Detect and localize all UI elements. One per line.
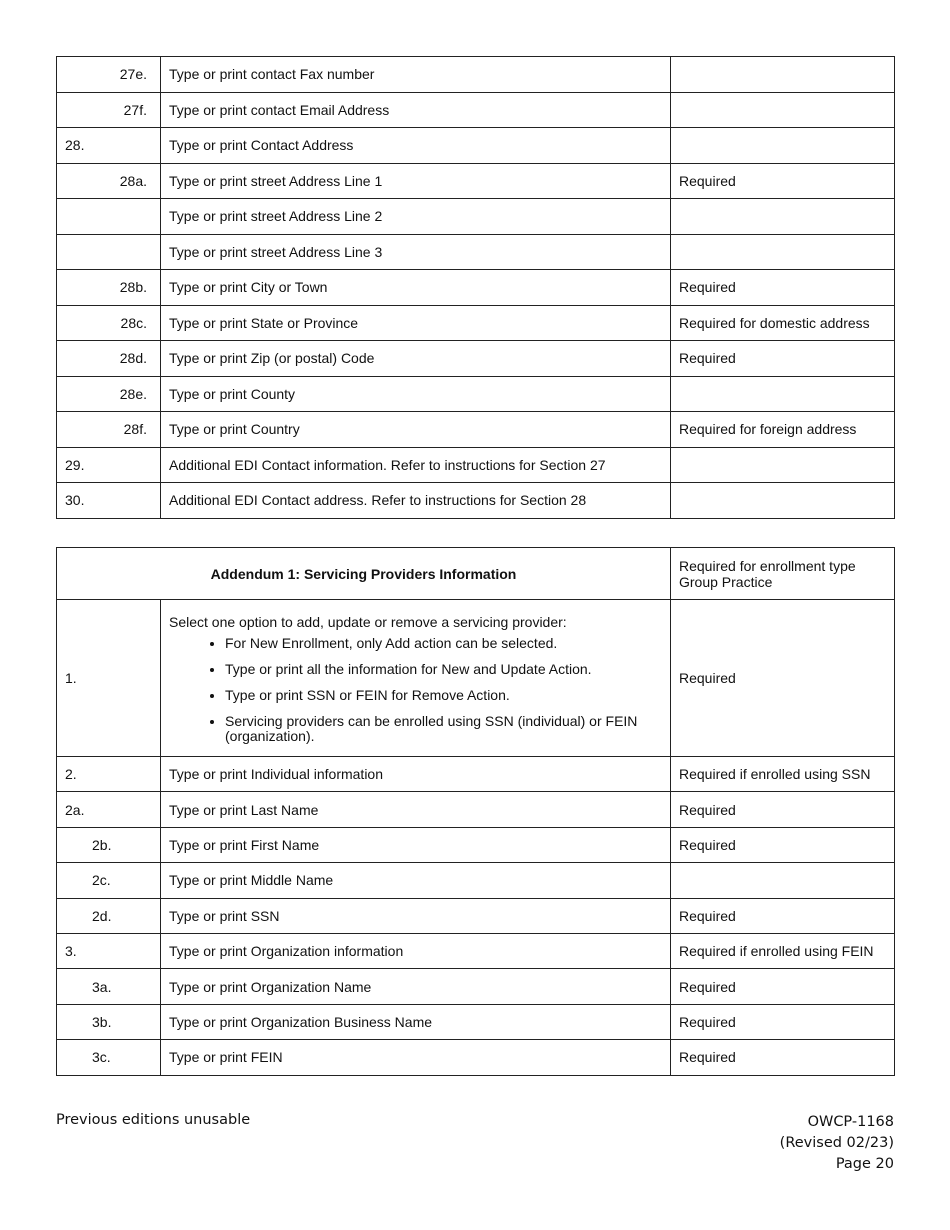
item-number: 27f. bbox=[57, 92, 161, 128]
item-number bbox=[57, 199, 161, 235]
addendum-requirement: Required for enrollment type Group Practice bbox=[671, 548, 895, 600]
item-description: Type or print FEIN bbox=[161, 1040, 671, 1075]
item-number: 3b. bbox=[57, 1004, 161, 1039]
item-description: Type or print Organization Business Name bbox=[161, 1004, 671, 1039]
item-description: Type or print County bbox=[161, 376, 671, 412]
item-description: Type or print contact Email Address bbox=[161, 92, 671, 128]
item-requirement: Required bbox=[671, 341, 895, 377]
item-number: 2c. bbox=[57, 863, 161, 898]
table-row bbox=[57, 57, 895, 93]
item-description: Type or print First Name bbox=[161, 827, 671, 862]
table-row bbox=[57, 447, 895, 483]
table-row bbox=[57, 863, 895, 898]
item-number: 1. bbox=[57, 600, 161, 757]
item-requirement bbox=[671, 92, 895, 128]
item-number: 3. bbox=[57, 933, 161, 968]
table-row bbox=[57, 305, 895, 341]
instruction-list bbox=[169, 636, 662, 744]
item-description: Type or print street Address Line 2 bbox=[161, 199, 671, 235]
item-description: Type or print Country bbox=[161, 412, 671, 448]
item-description: Type or print Last Name bbox=[161, 792, 671, 827]
item-description: Type or print State or Province bbox=[161, 305, 671, 341]
revision-date: (Revised 02/23) bbox=[779, 1135, 894, 1151]
item-number: 28f. bbox=[57, 412, 161, 448]
list-item: • For New Enrollment, only Add action can be selected. bbox=[225, 636, 662, 651]
item-number: 27e. bbox=[57, 57, 161, 93]
servicing-providers-table bbox=[56, 547, 895, 1076]
item-description: Type or print Contact Address bbox=[161, 128, 671, 164]
item-number: 28b. bbox=[57, 270, 161, 306]
table-row bbox=[57, 92, 895, 128]
item-requirement bbox=[671, 483, 895, 519]
item-description: Type or print Organization information bbox=[161, 933, 671, 968]
instructions-intro: Select one option to add, update or remove a servicing provider: bbox=[169, 613, 567, 630]
item-requirement bbox=[671, 863, 895, 898]
item-requirement: Required if enrolled using FEIN bbox=[671, 933, 895, 968]
item-number: 2d. bbox=[57, 898, 161, 933]
item-number: 30. bbox=[57, 483, 161, 519]
footer-note: Previous editions unusable bbox=[56, 1112, 251, 1128]
item-number: 2a. bbox=[57, 792, 161, 827]
item-requirement: Required bbox=[671, 600, 895, 757]
item-description: Type or print contact Fax number bbox=[161, 57, 671, 93]
item-requirement: Required for foreign address bbox=[671, 412, 895, 448]
item-number: 28a. bbox=[57, 163, 161, 199]
table-row bbox=[57, 483, 895, 519]
item-description: Type or print SSN bbox=[161, 898, 671, 933]
list-item: • Servicing providers can be enrolled using SSN (individual) or FEIN (organization). bbox=[225, 714, 662, 744]
table-row bbox=[57, 969, 895, 1004]
item-number: 28c. bbox=[57, 305, 161, 341]
item-requirement: Required for domestic address bbox=[671, 305, 895, 341]
item-requirement: Required bbox=[671, 163, 895, 199]
list-item: • Type or print all the information for New and Update Action. bbox=[225, 662, 662, 677]
item-description: Type or print City or Town bbox=[161, 270, 671, 306]
item-requirement bbox=[671, 234, 895, 270]
item-description: Additional EDI Contact address. Refer to instructions for Section 28 bbox=[161, 483, 671, 519]
page-number: Page 20 bbox=[835, 1156, 894, 1172]
table-row bbox=[57, 933, 895, 968]
table-row bbox=[57, 1040, 895, 1075]
item-description: Type or print street Address Line 1 bbox=[161, 163, 671, 199]
form-number: OWCP-1168 bbox=[807, 1114, 894, 1130]
table-row bbox=[57, 792, 895, 827]
table-row bbox=[57, 376, 895, 412]
addendum-title: Addendum 1: Servicing Providers Information bbox=[57, 548, 671, 600]
table-row bbox=[57, 1004, 895, 1039]
item-requirement bbox=[671, 199, 895, 235]
item-description: Type or print Zip (or postal) Code bbox=[161, 341, 671, 377]
item-number: 2b. bbox=[57, 827, 161, 862]
item-requirement: Required bbox=[671, 898, 895, 933]
item-number: 28d. bbox=[57, 341, 161, 377]
item-number: 29. bbox=[57, 447, 161, 483]
table-row bbox=[57, 898, 895, 933]
table-row bbox=[57, 412, 895, 448]
item-number bbox=[57, 234, 161, 270]
item-number: 28. bbox=[57, 128, 161, 164]
item-number: 2. bbox=[57, 757, 161, 792]
table-row bbox=[57, 600, 895, 757]
table-row bbox=[57, 270, 895, 306]
item-requirement bbox=[671, 128, 895, 164]
item-requirement: Required bbox=[671, 1040, 895, 1075]
item-description: Additional EDI Contact information. Refer to instructions for Section 27 bbox=[161, 447, 671, 483]
item-requirement: Required bbox=[671, 827, 895, 862]
list-item: • Type or print SSN or FEIN for Remove Action. bbox=[225, 688, 662, 703]
item-requirement: Required bbox=[671, 270, 895, 306]
item-description: Type or print Organization Name bbox=[161, 969, 671, 1004]
item-requirement: Required bbox=[671, 969, 895, 1004]
item-requirement: Required bbox=[671, 792, 895, 827]
item-number: 28e. bbox=[57, 376, 161, 412]
table-row bbox=[57, 234, 895, 270]
item-description: Type or print Middle Name bbox=[161, 863, 671, 898]
table-row bbox=[57, 163, 895, 199]
contact-info-table bbox=[56, 56, 895, 519]
footer-form-info bbox=[780, 1112, 894, 1175]
item-description: Type or print Individual information bbox=[161, 757, 671, 792]
item-requirement bbox=[671, 376, 895, 412]
item-number: 3a. bbox=[57, 969, 161, 1004]
table-row bbox=[57, 827, 895, 862]
item-requirement bbox=[671, 447, 895, 483]
item-instructions bbox=[161, 600, 671, 757]
table-row bbox=[57, 128, 895, 164]
table-header-row bbox=[57, 548, 895, 600]
item-number: 3c. bbox=[57, 1040, 161, 1075]
item-requirement: Required bbox=[671, 1004, 895, 1039]
item-requirement: Required if enrolled using SSN bbox=[671, 757, 895, 792]
table-row bbox=[57, 757, 895, 792]
item-requirement bbox=[671, 57, 895, 93]
table-row bbox=[57, 341, 895, 377]
table-row bbox=[57, 199, 895, 235]
item-description: Type or print street Address Line 3 bbox=[161, 234, 671, 270]
